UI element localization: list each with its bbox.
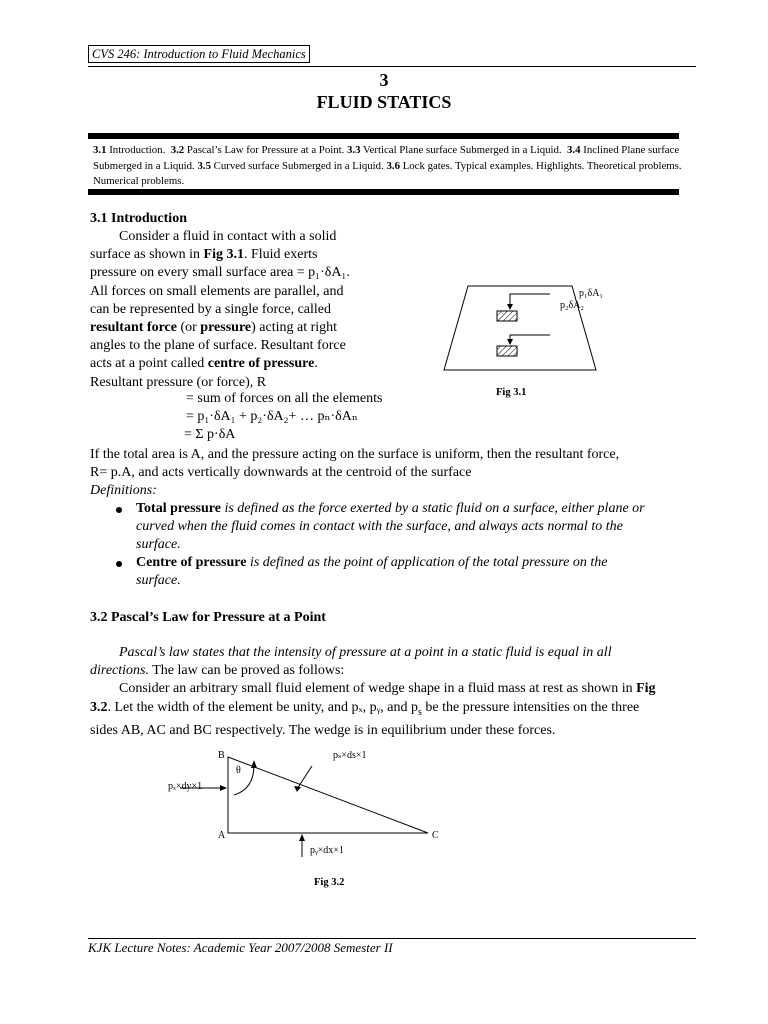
header-rule xyxy=(88,66,696,67)
course-header: CVS 246: Introduction to Fluid Mechanics xyxy=(88,45,310,63)
figure-3-1-label-2: p₂δA₂ xyxy=(560,300,584,311)
footer-rule xyxy=(88,938,696,939)
vertex-c-label: C xyxy=(432,830,439,841)
uniform-pressure-text: If the total area is A, and the pressure acting on the surface is uniform, then the resultant force, R= p.A, and acts vertically downwards at the centroid of the surface Definitions: xyxy=(90,446,690,501)
section-3-2-body: Pascal’s law states that the intensity of pressure at a point in a static fluid is equal in all directions. The law can be proved as follows: Consider an arbitrary small fluid element of wedge shape in a fluid mass at rest as shown in Fig 3.2. Let the width of the element be unity, and pₓ, pᵧ, and $p_s$ be the pressure intensities on the three sides AB, AC and BC respectively. The wedge is in equilibrium under these forces. xyxy=(90,645,656,738)
toc-top-bar xyxy=(88,133,679,139)
element-1-hatched xyxy=(497,311,517,321)
definition-centre-of-pressure: Centre of pressure is defined as the point of application of the total pressure on the surface. xyxy=(136,555,608,589)
vertex-b-label: B xyxy=(218,750,225,761)
chapter-title: FLUID STATICS xyxy=(316,92,452,112)
section-3-2-heading: 3.2 Pascal’s Law for Pressure at a Point xyxy=(90,610,326,625)
theta-label: θ xyxy=(236,765,241,776)
definition-total-pressure: Total pressure is defined as the force exerted by a static fluid on a surface, either plane or curved when the fluid comes in contact with the surface, and always acts normal to the surface. xyxy=(136,501,645,553)
equation-line-2: = p₁·δA₁ + p₂·δA₂+ … pₙ·δAₙ xyxy=(186,409,358,424)
element-2-hatched xyxy=(497,346,517,356)
px-force-label: pₓ×dy×1 xyxy=(168,781,203,792)
bullet-icon xyxy=(116,507,122,513)
force-arrow-2 xyxy=(510,335,550,343)
equation-line-1: = sum of forces on all the elements xyxy=(186,391,383,406)
definitions-label: Definitions: xyxy=(90,483,157,499)
toc-bottom-bar xyxy=(88,189,679,195)
chapter-contents: 3.1 Introduction. 3.2 Pascal’s Law for Pressure at a Point. 3.3 Vertical Plane surface Submerged in a Liquid. 3.4 Inclined Plane surface Submerged in a Liquid. 3.5 Curved surface Submerged in a Liquid. 3.6 Lock gates. Typical examples. Highlights. Theoretical problems. Numerical problems. xyxy=(93,144,682,187)
force-arrow-1 xyxy=(510,294,550,308)
bullet-icon xyxy=(116,561,122,567)
figure-3-1-label-1: p₁δA₁ xyxy=(579,288,603,299)
footer-text: KJK Lecture Notes: Academic Year 2007/2008 Semester II xyxy=(88,940,393,955)
wedge-triangle xyxy=(228,757,428,833)
section-3-1-heading: 3.1 Introduction xyxy=(90,211,187,226)
figure-3-2-caption: Fig 3.2 xyxy=(314,877,345,888)
equation-line-3: = Σ p·δA xyxy=(184,427,236,442)
figure-3-1-caption: Fig 3.1 xyxy=(496,387,527,398)
vertex-a-label: A xyxy=(218,830,226,841)
chapter-number: 3 xyxy=(379,70,389,90)
py-force-label: pᵧ×dx×1 xyxy=(310,845,344,856)
section-3-1-intro: Consider a fluid in contact with a solid surface as shown in Fig 3.1. Fluid exerts pressure on every small surface area = p₁·δA₁. All forces on small elements are parallel, and can be represented by a single force, called resultant force (or pressure) acting at right angles to the plane of surface. Resultant force acts at a point called centre of pressure. Resultant pressure (or force), R xyxy=(90,229,350,390)
ps-force-label: pₛ×ds×1 xyxy=(333,750,367,761)
